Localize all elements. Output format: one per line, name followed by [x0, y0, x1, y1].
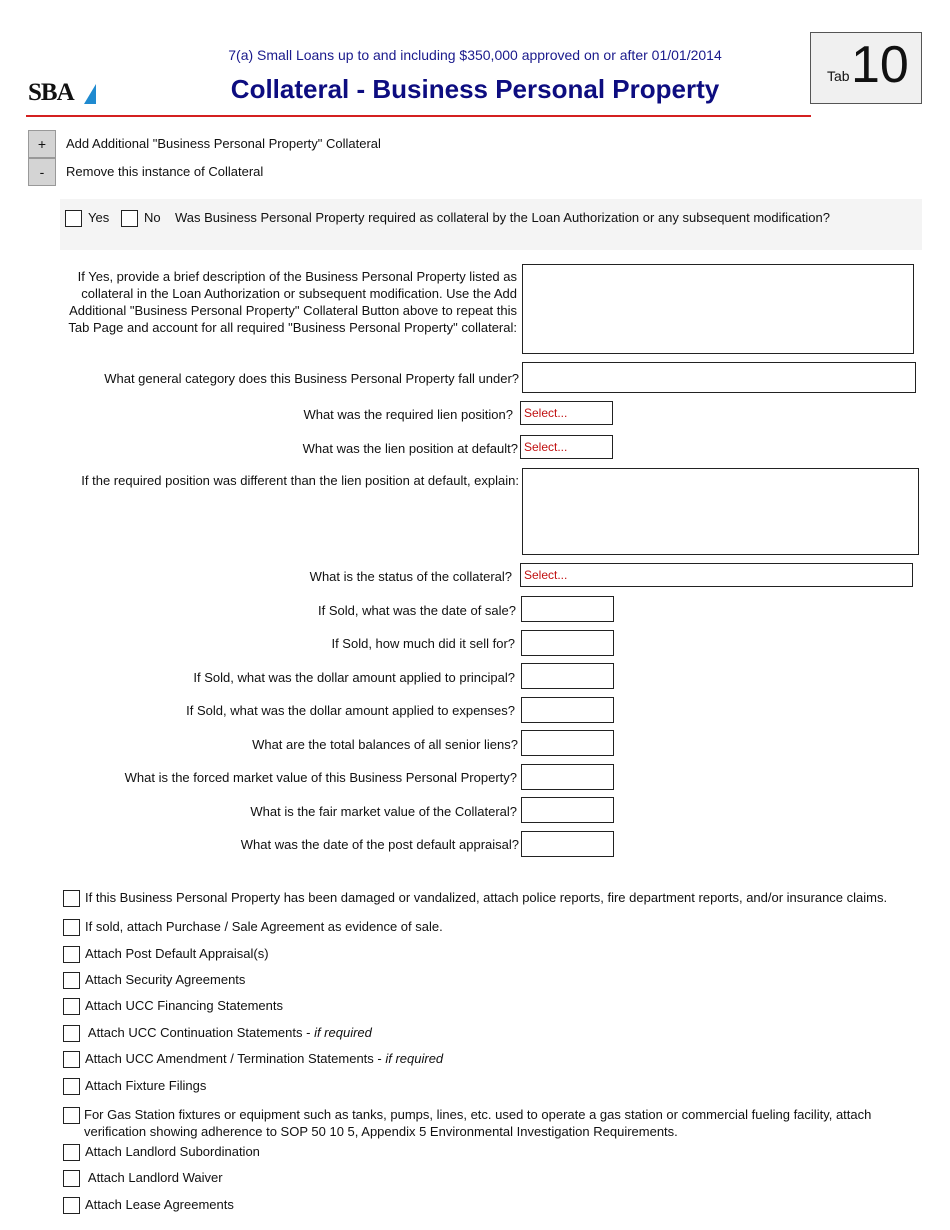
tab-number: 10	[851, 36, 909, 94]
fair-value-input[interactable]	[521, 797, 614, 823]
description-label: If Yes, provide a brief description of the Business Personal Property listed as collateral in the Loan Authorization or subsequent modification. Use the Add Additional "Business Personal Property" Collateral Button above to repeat this Tab Page and account for all required "Business Personal Property" collateral:	[68, 269, 517, 335]
lease-checkbox[interactable]	[63, 1197, 80, 1214]
header-divider	[26, 115, 811, 117]
appraisal-checkbox[interactable]	[63, 946, 80, 963]
appraisal-date-label: What was the date of the post default appraisal?	[240, 837, 519, 852]
status-select[interactable]: Select...	[520, 563, 913, 587]
add-collateral-button[interactable]: +	[28, 130, 56, 158]
sale-date-input[interactable]	[521, 596, 614, 622]
category-label: What general category does this Business Personal Property fall under?	[104, 371, 519, 386]
required-question-text: Was Business Personal Property required as collateral by the Loan Authorization or any subsequent modification?	[175, 210, 830, 225]
forced-value-input[interactable]	[521, 764, 614, 790]
principal-label: If Sold, what was the dollar amount applied to principal?	[193, 670, 515, 685]
ucc-continuation-label: Attach UCC Continuation Statements -	[85, 1025, 315, 1040]
principal-input[interactable]	[521, 663, 614, 689]
explain-textarea[interactable]	[522, 468, 919, 555]
required-lien-select[interactable]: Select...	[520, 401, 613, 425]
senior-liens-input[interactable]	[521, 730, 614, 756]
gas-station-text: For Gas Station fixtures or equipment such as tanks, pumps, lines, etc. used to operate a gas station or commercial fueling facility, attach verification showing adherence to SOP 50 10 5, Appendix 5 Environmental Investigation Requirements.	[84, 1107, 872, 1139]
security-checkbox[interactable]	[63, 972, 80, 989]
sold-text: If sold, attach Purchase / Sale Agreement as evidence of sale.	[85, 919, 443, 934]
remove-collateral-label: Remove this instance of Collateral	[66, 164, 264, 179]
ucc-amendment-text	[85, 1050, 443, 1067]
senior-liens-label: What are the total balances of all senior liens?	[252, 737, 518, 752]
no-label: No	[144, 210, 161, 225]
ucc-continuation-note: if required	[314, 1025, 372, 1040]
security-text: Attach Security Agreements	[85, 972, 246, 987]
landlord-waiver-text: Attach Landlord Waiver	[85, 1170, 223, 1185]
remove-collateral-button[interactable]: -	[28, 158, 56, 186]
appraisal-date-input[interactable]	[521, 831, 614, 857]
no-checkbox[interactable]	[121, 210, 138, 227]
ucc-financing-text: Attach UCC Financing Statements	[85, 998, 283, 1013]
expenses-label: If Sold, what was the dollar amount applied to expenses?	[186, 703, 515, 718]
ucc-amendment-checkbox[interactable]	[63, 1051, 80, 1068]
forced-value-label: What is the forced market value of this Business Personal Property?	[124, 770, 517, 785]
lease-text: Attach Lease Agreements	[85, 1197, 234, 1212]
logo-mark-icon	[84, 84, 96, 104]
tab-number-box	[810, 32, 922, 104]
yes-label: Yes	[88, 210, 110, 225]
page-title: Collateral - Business Personal Property	[230, 74, 720, 104]
damaged-text: If this Business Personal Property has been damaged or vandalized, attach police reports, fire department reports, and/or insurance claims.	[85, 890, 888, 905]
explain-label: If the required position was different than the lien position at default, explain:	[81, 473, 519, 488]
logo-text: SBA	[28, 79, 74, 106]
landlord-sub-text: Attach Landlord Subordination	[85, 1144, 260, 1159]
sold-checkbox[interactable]	[63, 919, 80, 936]
appraisal-text: Attach Post Default Appraisal(s)	[85, 946, 269, 961]
fixture-text: Attach Fixture Filings	[85, 1078, 207, 1093]
description-textarea[interactable]	[522, 264, 914, 354]
category-input[interactable]	[522, 362, 916, 393]
landlord-sub-checkbox[interactable]	[63, 1144, 80, 1161]
ucc-amendment-note: if required	[385, 1051, 444, 1066]
sba-logo	[28, 80, 98, 106]
status-label: What is the status of the collateral?	[309, 569, 512, 584]
form-subtitle: 7(a) Small Loans up to and including $350,000 approved on or after 01/01/2014	[228, 47, 722, 63]
landlord-waiver-checkbox[interactable]	[63, 1170, 80, 1187]
ucc-financing-checkbox[interactable]	[63, 998, 80, 1015]
required-lien-label: What was the required lien position?	[303, 407, 513, 422]
tab-word: Tab	[827, 68, 850, 84]
default-lien-label: What was the lien position at default?	[302, 441, 518, 456]
default-lien-select[interactable]: Select...	[520, 435, 613, 459]
sale-date-label: If Sold, what was the date of sale?	[317, 603, 516, 618]
sale-amount-input[interactable]	[521, 630, 614, 656]
ucc-continuation-text	[85, 1024, 372, 1041]
damaged-checkbox[interactable]	[63, 890, 80, 907]
yes-checkbox[interactable]	[65, 210, 82, 227]
fair-value-label: What is the fair market value of the Collateral?	[250, 804, 517, 819]
fixture-checkbox[interactable]	[63, 1078, 80, 1095]
sale-amount-label: If Sold, how much did it sell for?	[331, 636, 515, 651]
add-collateral-label: Add Additional "Business Personal Property" Collateral	[66, 136, 381, 151]
gas-station-checkbox[interactable]	[63, 1107, 80, 1124]
ucc-amendment-label: Attach UCC Amendment / Termination Statements -	[85, 1051, 386, 1066]
expenses-input[interactable]	[521, 697, 614, 723]
ucc-continuation-checkbox[interactable]	[63, 1025, 80, 1042]
